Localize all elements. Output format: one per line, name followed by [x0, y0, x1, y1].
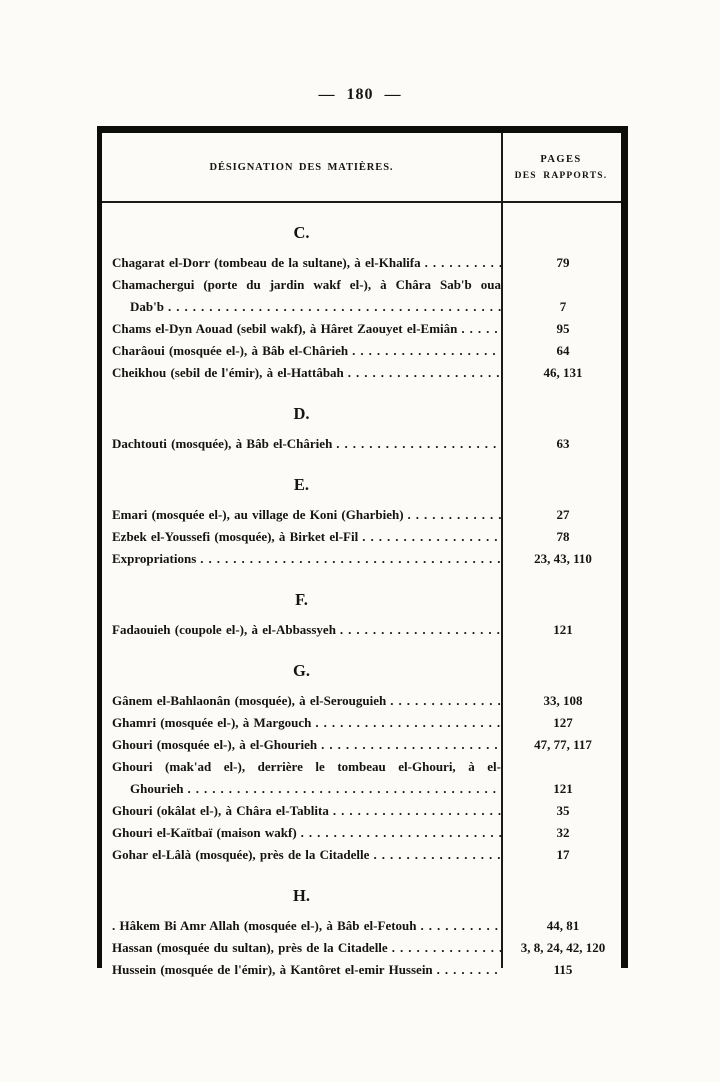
entry-label: [112, 362, 501, 384]
table-row: [102, 504, 621, 526]
index-table: [97, 126, 628, 977]
entry-label: [112, 937, 501, 959]
entry-pages: 35: [556, 803, 570, 818]
section-entries: [102, 690, 621, 866]
entry-text: Fadaouieh (coupole el-), à el-Abbassyeh: [112, 622, 336, 637]
section-entries: [102, 252, 621, 384]
table-row: [102, 619, 621, 641]
entry-label: [112, 915, 501, 937]
table-row: [102, 548, 621, 570]
entry-pages: 121: [553, 622, 573, 637]
entry-label: [112, 318, 501, 340]
ink-artifact: ': [568, 124, 572, 138]
dotted-leader: [311, 712, 501, 734]
entry-text: . Hâkem Bi Amr Allah (mosquée el-), à Bâb el-Fetouh: [112, 918, 417, 933]
section-entries: [102, 619, 621, 641]
dotted-leader: [196, 548, 501, 570]
column-divider: [501, 133, 503, 968]
header-pages: [501, 133, 621, 201]
index-section: [102, 662, 621, 866]
entry-text: Chams el-Dyn Aouad (sebil wakf), à Hâret Zaouyet el-Emiân: [112, 321, 458, 336]
section-entries: [102, 915, 621, 981]
header-designation: DÉSIGNATION DES MATIÈRES.: [209, 161, 394, 173]
dotted-leader: [317, 734, 501, 756]
table-row: [102, 526, 621, 548]
entry-label: [112, 619, 501, 641]
entry-pages: 47, 77, 117: [534, 737, 592, 752]
dotted-leader: [332, 433, 501, 455]
entry-text: Ezbek el-Youssefi (mosquée), à Birket el-Fil: [112, 529, 359, 544]
dotted-leader: [183, 778, 501, 800]
entry-label: [112, 712, 501, 734]
index-section: [102, 405, 621, 455]
index-section: [102, 476, 621, 570]
entry-label: [112, 433, 501, 455]
header-pages-line2: DES RAPPORTS.: [514, 170, 608, 181]
index-section: [102, 887, 621, 981]
dotted-leader: [336, 619, 501, 641]
table-row: [102, 937, 621, 959]
table-body: [102, 224, 621, 981]
entry-label: [112, 959, 501, 981]
entry-pages: 127: [553, 715, 573, 730]
table-row: [102, 959, 621, 981]
entry-label: [112, 526, 501, 548]
entry-text: Dachtouti (mosquée), à Bâb el-Chârieh: [112, 436, 333, 451]
entry-pages: 27: [556, 507, 570, 522]
entry-pages: 121: [553, 781, 573, 796]
entry-label: [112, 504, 501, 526]
table-row: [102, 734, 621, 756]
table-row: [102, 340, 621, 362]
header-pages-line1: PAGES: [540, 153, 582, 165]
entry-pages: 3, 8, 24, 42, 120: [520, 940, 606, 955]
entry-text: Chamachergui (porte du jardin wakf el-), à Châra Sab'b oua: [112, 277, 501, 292]
entry-text: Hassan (mosquée du sultan), près de la Citadelle: [112, 940, 388, 955]
table-row: [102, 844, 621, 866]
entry-pages: 32: [556, 825, 570, 840]
entry-pages: 95: [556, 321, 570, 336]
table-row: [102, 362, 621, 384]
entry-label: [112, 800, 501, 822]
section-entries: [102, 504, 621, 570]
dotted-leader: [421, 252, 501, 274]
dotted-leader: [297, 822, 501, 844]
section-letter: C.: [293, 223, 310, 242]
dotted-leader: [358, 526, 501, 548]
entry-text: Expropriations: [112, 551, 197, 566]
entry-text: Ghamri (mosquée el-), à Margouch: [112, 715, 312, 730]
entry-label: [112, 822, 501, 844]
dotted-leader: [404, 504, 501, 526]
table-row: [102, 822, 621, 844]
entry-text: Ghouri (okâlat el-), à Châra el-Tablita: [112, 803, 329, 818]
entry-text: Ghouri (mak'ad el-), derrière le tombeau el-Ghouri, à el-: [112, 759, 501, 774]
entry-text-continued: Ghourieh: [130, 781, 184, 796]
dotted-leader: [386, 690, 501, 712]
entry-label: [112, 340, 501, 362]
entry-text-continued: Dab'b: [130, 299, 164, 314]
dotted-leader: [329, 800, 501, 822]
entry-pages: 63: [556, 436, 570, 451]
entry-label: [112, 548, 501, 570]
entry-text: Emari (mosquée el-), au village de Koni (Gharbieh): [112, 507, 404, 522]
table-row: [102, 318, 621, 340]
section-entries: [102, 433, 621, 455]
section-letter: E.: [293, 475, 310, 494]
dotted-leader: [164, 296, 501, 318]
entry-text: Hussein (mosquée de l'émir), à Kantôret el-emir Hussein: [112, 962, 433, 977]
entry-pages: 23, 43, 110: [534, 551, 592, 566]
table-row: [102, 274, 621, 318]
entry-text: Charâoui (mosquée el-), à Bâb el-Chârieh: [112, 343, 349, 358]
entry-pages: 115: [553, 962, 573, 977]
entry-pages: 78: [556, 529, 570, 544]
dotted-leader: [348, 340, 501, 362]
table-row: [102, 690, 621, 712]
dotted-leader: [344, 362, 501, 384]
entry-pages: 64: [556, 343, 570, 358]
entry-label: [112, 756, 501, 800]
entry-label: [112, 690, 501, 712]
entry-label: [112, 274, 501, 318]
dotted-leader: [417, 915, 501, 937]
table-row: [102, 915, 621, 937]
dotted-leader: [388, 937, 501, 959]
entry-text: Ghouri el-Kaïtbaï (maison wakf): [112, 825, 297, 840]
table-row: [102, 252, 621, 274]
entry-text: Gohar el-Lâlà (mosquée), près de la Citadelle: [112, 847, 370, 862]
index-section: [102, 591, 621, 641]
section-letter: D.: [293, 404, 310, 423]
entry-label: [112, 734, 501, 756]
section-letter: F.: [295, 590, 308, 609]
entry-label: [112, 252, 501, 274]
entry-label: [112, 844, 501, 866]
dotted-leader: [457, 318, 501, 340]
entry-pages: 17: [556, 847, 570, 862]
entry-pages: 7: [559, 299, 567, 314]
table-row: [102, 712, 621, 734]
entry-pages: 44, 81: [546, 918, 580, 933]
dotted-leader: [433, 959, 501, 981]
section-letter: G.: [293, 661, 310, 680]
entry-pages: 79: [556, 255, 570, 270]
table-row: [102, 800, 621, 822]
entry-pages: 46, 131: [543, 365, 583, 380]
table-row: [102, 756, 621, 800]
entry-pages: 33, 108: [543, 693, 583, 708]
table-row: [102, 433, 621, 455]
entry-text: Gânem el-Bahlaonân (mosquée), à el-Serouguieh: [112, 693, 387, 708]
table-header: [102, 133, 621, 203]
dotted-leader: [369, 844, 501, 866]
index-section: [102, 224, 621, 384]
entry-text: Chagarat el-Dorr (tombeau de la sultane), à el-Khalifa: [112, 255, 421, 270]
entry-text: Ghouri (mosquée el-), à el-Ghourieh: [112, 737, 318, 752]
entry-text: Cheikhou (sebil de l'émir), à el-Hattâbah: [112, 365, 344, 380]
section-letter: H.: [293, 886, 310, 905]
page-number: — 180 —: [318, 86, 402, 103]
